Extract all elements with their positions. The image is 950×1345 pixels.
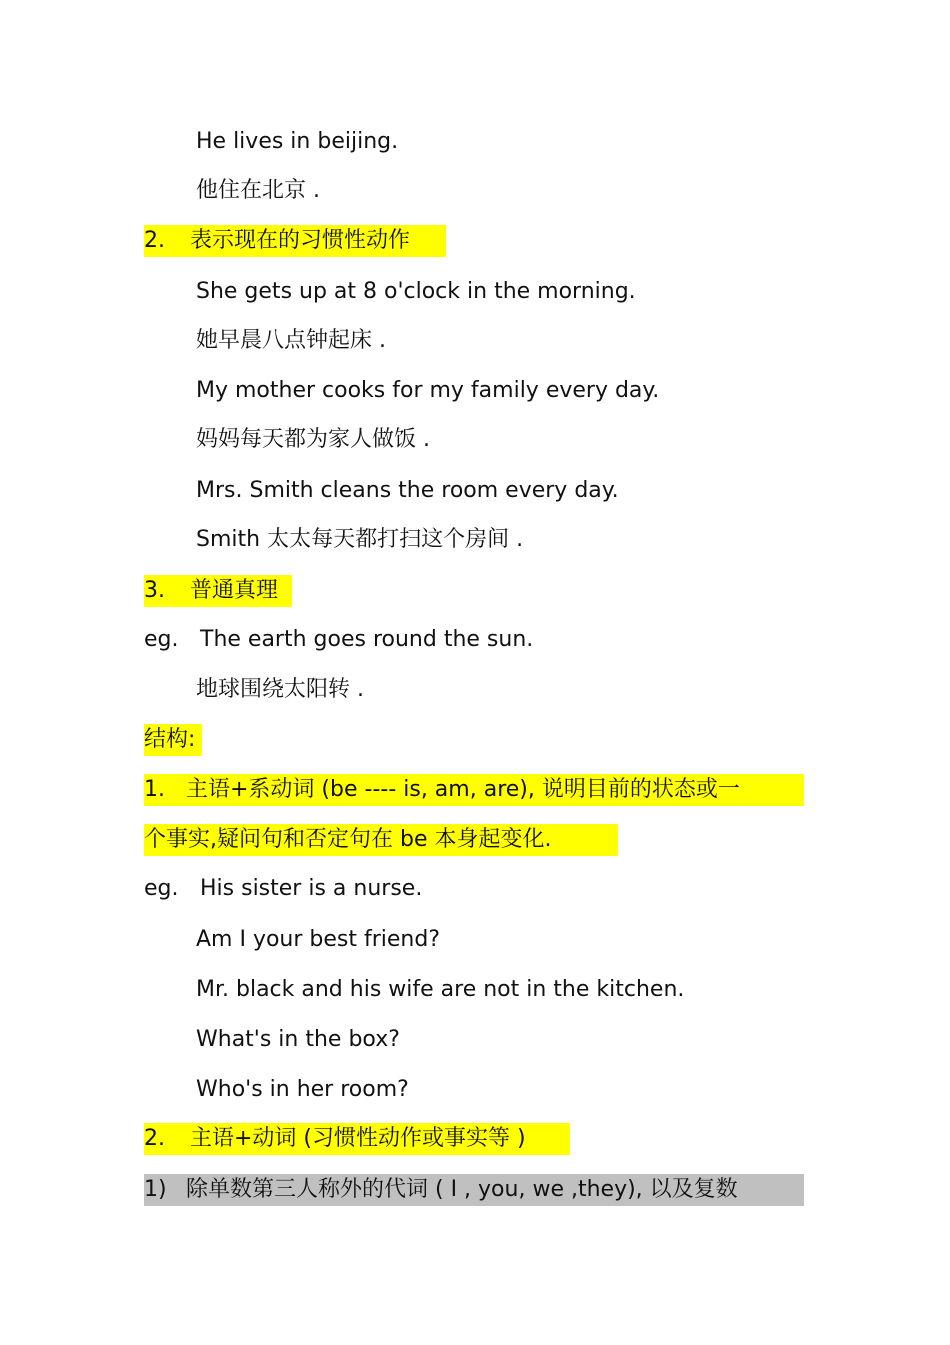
structure-rule-1-continued: 个事实,疑问句和否定句在 be 本身起变化. bbox=[144, 824, 618, 856]
example-sentence: Mr. black and his wife are not in the kitchen. bbox=[196, 977, 685, 1002]
example-sentence: She gets up at 8 o'clock in the morning. bbox=[196, 279, 636, 304]
example-sentence: Am I your best friend? bbox=[196, 927, 441, 952]
structure-heading: 结构: bbox=[144, 724, 202, 756]
structure-rule-1 bbox=[144, 774, 804, 806]
translation-line: 妈妈每天都为家人做饭 . bbox=[196, 427, 430, 452]
rule-number: 1. bbox=[144, 777, 165, 802]
eg-label: eg. bbox=[144, 876, 179, 901]
example-sentence: My mother cooks for my family every day. bbox=[196, 378, 660, 403]
example-sentence: He lives in beijing. bbox=[196, 129, 399, 154]
rule-text: 主语+动词 (习惯性动作或事实等 ) bbox=[190, 1126, 526, 1151]
section-heading-2 bbox=[144, 225, 446, 257]
translation-line: Smith 太太每天都打扫这个房间 . bbox=[196, 527, 524, 552]
heading-text: 普通真理 bbox=[190, 578, 279, 603]
structure-rule-2 bbox=[144, 1123, 570, 1155]
rule-text: 主语+系动词 (be ---- is, am, are), 说明目前的状态或一 bbox=[186, 777, 740, 802]
sub-rule-text: 除单数第三人称外的代词 ( I , you, we ,they), 以及复数 bbox=[186, 1177, 738, 1202]
example-sentence: Who's in her room? bbox=[196, 1077, 409, 1102]
example-sentence: His sister is a nurse. bbox=[200, 876, 423, 901]
eg-label: eg. bbox=[144, 627, 179, 652]
example-sentence: Mrs. Smith cleans the room every day. bbox=[196, 478, 619, 503]
example-line bbox=[144, 873, 422, 905]
translation-line: 他住在北京 . bbox=[196, 178, 320, 203]
example-sentence: What's in the box? bbox=[196, 1027, 400, 1052]
heading-number: 3. bbox=[144, 578, 165, 603]
sub-rule-number: 1) bbox=[144, 1177, 167, 1202]
translation-line: 地球围绕太阳转 . bbox=[196, 677, 364, 702]
example-sentence: The earth goes round the sun. bbox=[200, 627, 534, 652]
sub-rule-1 bbox=[144, 1174, 804, 1206]
heading-number: 2. bbox=[144, 228, 165, 253]
rule-number: 2. bbox=[144, 1126, 165, 1151]
section-heading-3 bbox=[144, 575, 292, 607]
example-line bbox=[144, 624, 533, 656]
translation-line: 她早晨八点钟起床 . bbox=[196, 328, 386, 353]
heading-text: 表示现在的习惯性动作 bbox=[190, 228, 411, 253]
